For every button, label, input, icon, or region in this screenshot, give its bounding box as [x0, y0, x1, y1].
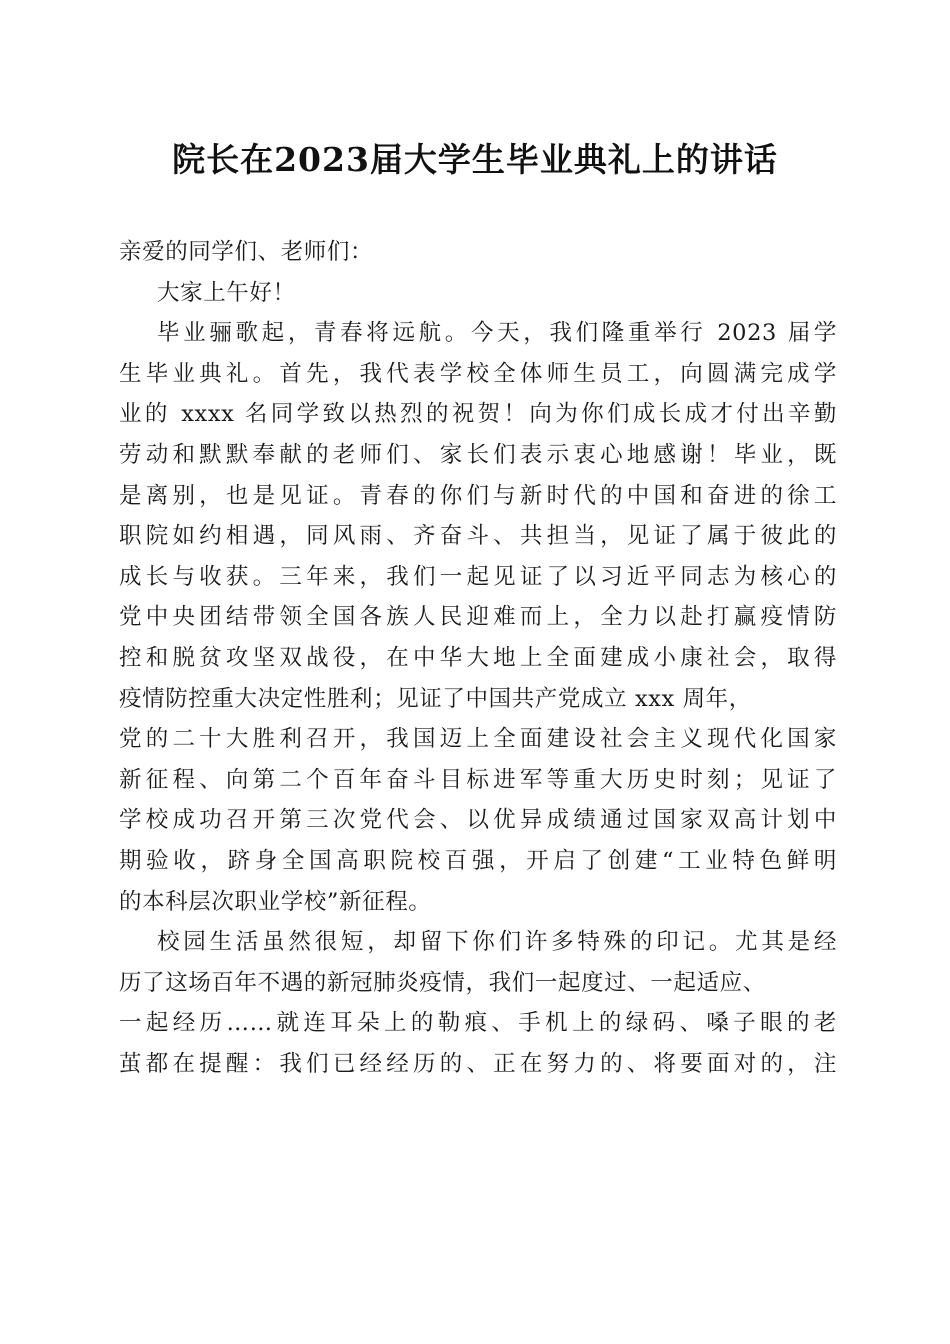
- paragraph-2: [119, 922, 837, 1084]
- paragraph-line: 学校成功召开第三次党代会、以优异成绩通过国家双高计划中: [119, 807, 837, 834]
- paragraph-line: 期验收，跻身全国高职院校百强，开启了创建“工业特色鲜明: [119, 847, 837, 874]
- paragraph-line: 新征程、向第二个百年奋斗目标进军等重大历史时刻；见证了: [119, 766, 837, 793]
- document-body: [119, 232, 837, 1084]
- paragraph-line: 党中央团结带领全国各族人民迎难而上，全力以赴打赢疫情防: [119, 604, 837, 631]
- paragraph-line: 党的二十大胜利召开，我国迈上全面建设社会主义现代化国家: [119, 726, 837, 753]
- paragraph-line: 的本科层次职业学校”新征程。: [119, 888, 432, 915]
- paragraph-line: 一起经历……就连耳朵上的勒痕、手机上的绿码、嗓子眼的老: [119, 1010, 837, 1037]
- paragraph-line: 控和脱贫攻坚双战役，在中华大地上全面建成小康社会，取得: [119, 644, 837, 671]
- paragraph-line: 劳动和默默奉献的老师们、家长们表示衷心地感谢！毕业，既: [119, 441, 837, 468]
- paragraph-line: 成长与收获。三年来，我们一起见证了以习近平同志为核心的: [119, 563, 837, 590]
- salutation: 亲爱的同学们、老师们：: [119, 239, 374, 265]
- paragraph-line: 业的 xxxx 名同学致以热烈的祝贺！向为你们成长成才付出辛勤: [119, 401, 837, 428]
- paragraph-line: 职院如约相遇，同风雨、齐奋斗、共担当，见证了属于彼此的: [119, 523, 837, 550]
- paragraph-line: 历了这场百年不遇的新冠肺炎疫情，我们一起度过、一起适应、: [119, 969, 766, 996]
- paragraph-line: 生毕业典礼。首先，我代表学校全体师生员工，向圆满完成学: [119, 360, 837, 387]
- greeting: 大家上午好！: [157, 279, 296, 306]
- paragraph-line: 茧都在提醒：我们已经经历的、正在努力的、将要面对的，注: [119, 1050, 837, 1077]
- document-title: 院长在2023届大学生毕业典礼上的讲话: [172, 140, 778, 179]
- paragraph-line: 是离别，也是见证。青春的你们与新时代的中国和奋进的徐工: [119, 482, 837, 509]
- paragraph-line: 校园生活虽然很短，却留下你们许多特殊的印记。尤其是经: [157, 929, 837, 956]
- paragraph-1: [119, 313, 837, 922]
- paragraph-line: 疫情防控重大决定性胜利；见证了中国共产党成立 xxx 周年，: [119, 685, 752, 712]
- paragraph-line: 毕业骊歌起，青春将远航。今天，我们隆重举行 2023 届学: [157, 320, 837, 347]
